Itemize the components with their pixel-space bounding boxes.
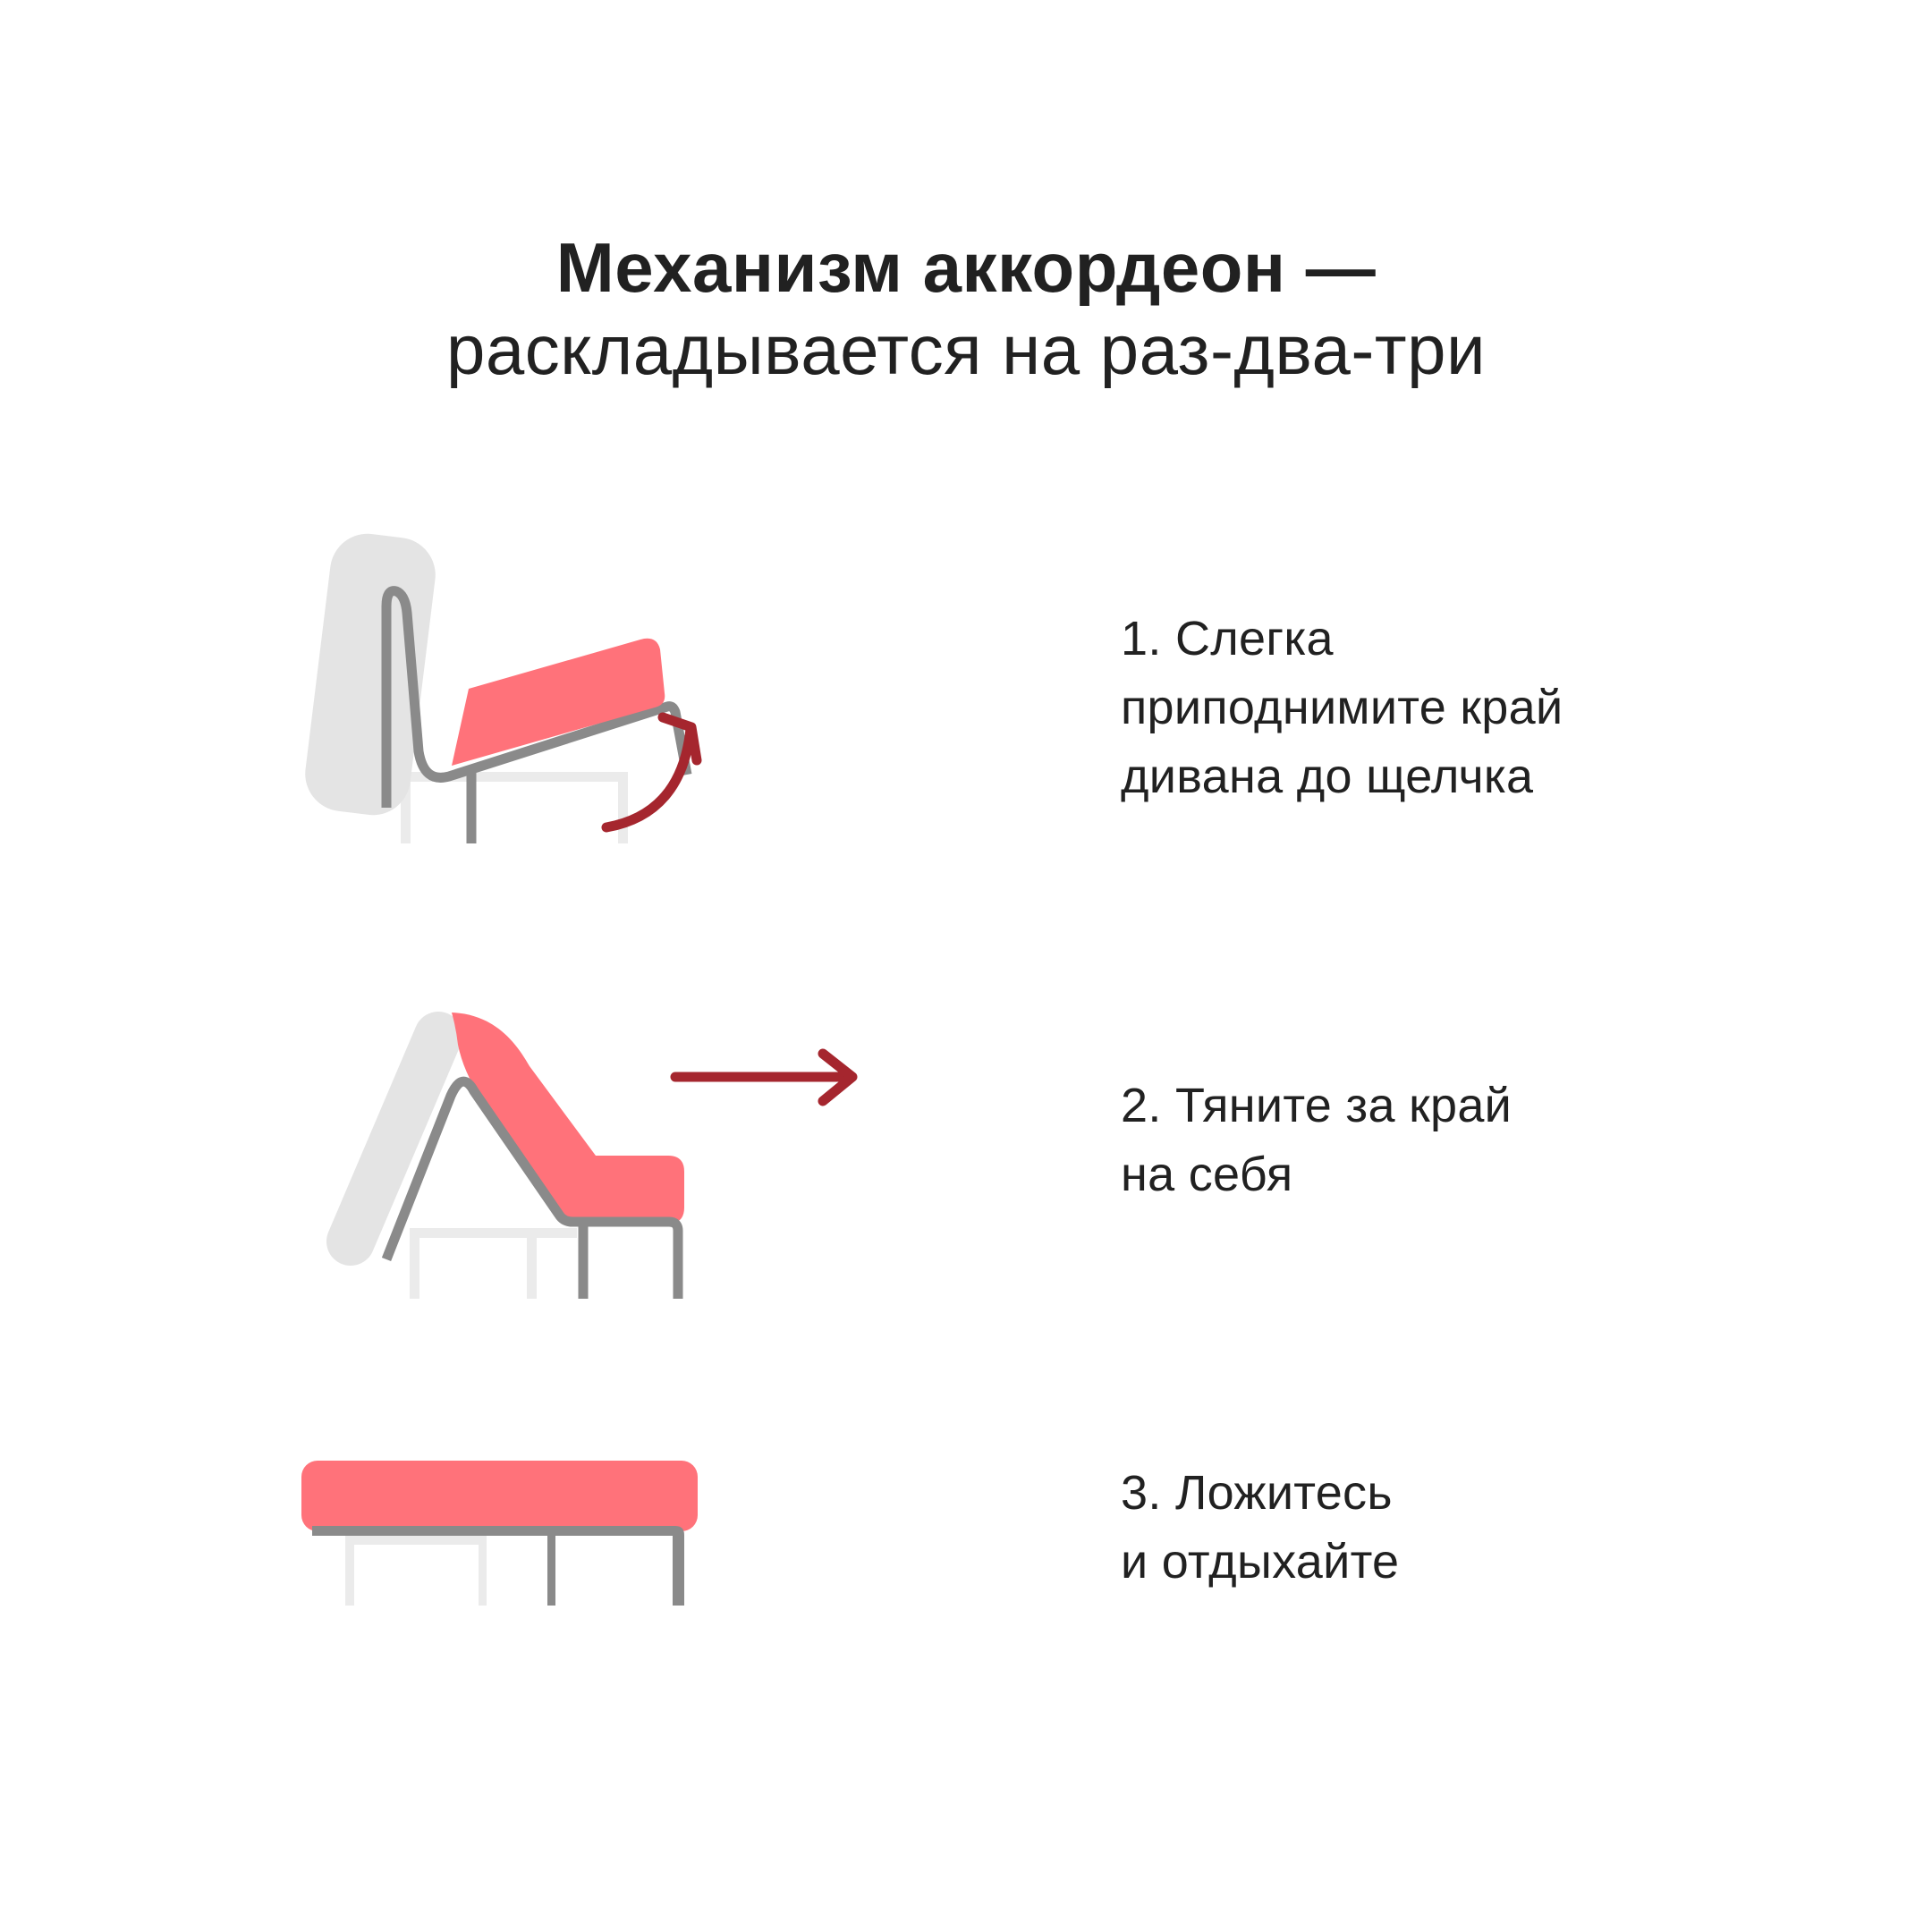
- sofa-base: [345, 1535, 487, 1606]
- sofa-step3-flat-bed-illustration: [301, 1461, 698, 1606]
- step-1-line-3: дивана до щелчка: [1121, 750, 1534, 803]
- sofa-base: [401, 772, 628, 843]
- flat-mattress: [301, 1461, 698, 1531]
- step-1-line-1: 1. Слегка: [1121, 612, 1334, 665]
- title-line-1: Механизм аккордеон —: [555, 228, 1377, 307]
- step-2-line-2: на себя: [1121, 1148, 1293, 1201]
- title-line-2: раскладывается на раз-два-три: [445, 310, 1487, 389]
- sofa-base: [410, 1228, 577, 1299]
- middle-leg: [547, 1533, 555, 1606]
- sofa-step2-unfolding-illustration: [351, 1013, 684, 1299]
- step-1-text: [1121, 605, 1675, 811]
- step-3-line-1: 3. Ложитесь: [1121, 1466, 1393, 1520]
- step-2-line-1: 2. Тяните за край: [1121, 1079, 1513, 1132]
- step-3-text: [1121, 1459, 1675, 1597]
- step-2-text: [1121, 1072, 1675, 1209]
- step-3-line-2: и отдыхайте: [1121, 1535, 1400, 1589]
- right-arrow-icon: [675, 1054, 852, 1101]
- sofa-step1-folded-illustration: [301, 530, 687, 843]
- backrest-cushion-leaning: [351, 1036, 438, 1241]
- step-1-line-2: приподнимите край: [1121, 681, 1563, 734]
